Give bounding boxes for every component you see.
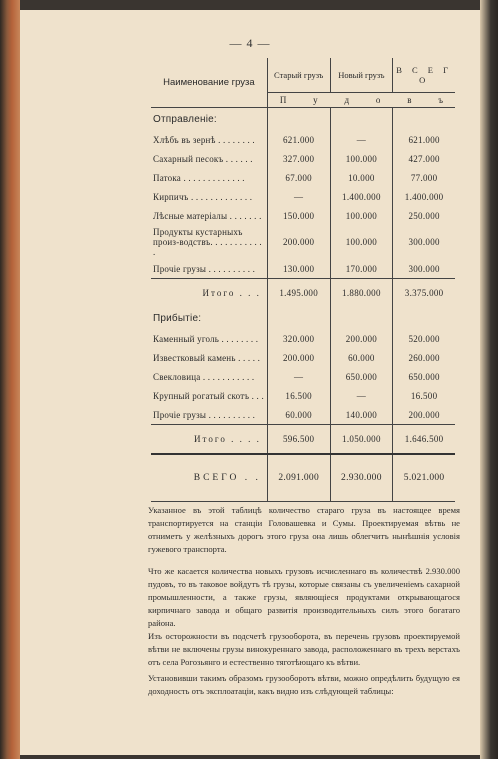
cell-new: 650.000	[330, 367, 393, 386]
cell-new: 100.000	[330, 206, 393, 225]
cell-total: 427.000	[408, 153, 440, 164]
cell-name: Известковый камень . . . . .	[151, 348, 267, 367]
cell-new: 1.050.000	[330, 425, 393, 455]
paragraph: Что же касается количества новыхъ грузовъ исчисленнаго въ количествѣ 2.930.000 пудовъ, то въ таковое войдутъ тѣ грузы, которые связаны съ увеличеніемъ сахарной промышленности, а также грузы, являющіеся продуктами открывающагося кирпичнаго завода и общаго развитія производительныхъ силъ этого богатаго района.	[148, 566, 460, 628]
paragraph: Указанное въ этой таблицѣ количество стараго груза въ настоящее время транспортируется на станціи Головашевка и Сумы. Проектируемая вѣтвь не отниметъ у желѣзныхъ дорогъ этого груза она лишь облегчитъ нынѣшнія условія гужевого транспорта.	[148, 505, 460, 554]
cell-name: Каменный уголь . . . . . . . .	[151, 329, 267, 348]
cell-total: 5.021.000	[393, 454, 455, 502]
unit-label	[267, 93, 455, 108]
cell-total: 300.000	[408, 237, 440, 247]
cell-total: 520.000	[408, 333, 440, 344]
cell-total: 1.646.500	[393, 425, 455, 455]
cell-new: —	[330, 130, 393, 149]
cell-new: 100.000	[330, 149, 393, 168]
page-edge	[480, 0, 498, 759]
cell-total: 200.000	[408, 409, 440, 420]
paragraph: Изъ осторожности въ подсчетѣ грузооборота, въ перечень грузовъ проектируемой вѣтви не включены грузы винокуреннаго завода, расположеннаго въ трехъ верстахъ отъ села Рогозьянго и естественно тяготѣющаго къ вѣтви.	[148, 631, 460, 667]
unit-letter: П	[279, 95, 287, 105]
table-row	[151, 225, 455, 259]
cell-old: 200.000	[267, 225, 330, 259]
cell-new: 170.000	[330, 259, 393, 279]
cell-total: 16.500	[410, 390, 438, 401]
cell-new: 200.000	[330, 329, 393, 348]
cell-new: 1.400.000	[330, 187, 393, 206]
cell-total: 1.400.000	[404, 191, 444, 202]
cargo-table	[151, 58, 455, 502]
table-row	[151, 168, 455, 187]
table-row	[151, 348, 455, 367]
cell-old: 130.000	[267, 259, 330, 279]
table-row	[151, 367, 455, 386]
cell-old: 2.091.000	[267, 454, 330, 502]
cell-name: Патока . . . . . . . . . . . . .	[151, 168, 267, 187]
cell-total: 621.000	[408, 134, 440, 145]
header-old-cargo: Старый грузъ	[267, 58, 330, 93]
cell-name: Прочіе грузы . . . . . . . . . .	[151, 259, 267, 279]
section-row	[151, 108, 455, 131]
cell-old: 621.000	[267, 130, 330, 149]
cell-name: Продукты кустарныхъ произ-водствъ. . . . . . . . . . . .	[151, 225, 267, 259]
cell-name: Прочіе грузы . . . . . . . . . .	[151, 405, 267, 425]
unit-letter: в	[407, 95, 412, 105]
cell-new: 1.880.000	[330, 279, 393, 308]
cell-old: 150.000	[267, 206, 330, 225]
table-row	[151, 329, 455, 348]
cell-total: 3.375.000	[393, 279, 455, 308]
table-row	[151, 259, 455, 279]
unit-letter: у	[313, 95, 318, 105]
subtotal-row-arrival	[151, 425, 455, 455]
table-row	[151, 149, 455, 168]
document-page	[20, 10, 480, 755]
grand-total-row	[151, 454, 455, 502]
table-row	[151, 187, 455, 206]
cell-old: 327.000	[267, 149, 330, 168]
header-total: В С Е Г О	[393, 58, 455, 93]
cell-new: 140.000	[330, 405, 393, 425]
book-spine	[0, 0, 20, 759]
cell-old: 320.000	[267, 329, 330, 348]
cell-new: 60.000	[330, 348, 393, 367]
cell-old: —	[267, 367, 330, 386]
cell-old: 596.500	[267, 425, 330, 455]
cell-name: Кирпичъ . . . . . . . . . . . . .	[151, 187, 267, 206]
cell-name: Свекловица . . . . . . . . . . .	[151, 367, 267, 386]
subtotal-label: Итого . . .	[151, 279, 267, 308]
cell-old: 1.495.000	[267, 279, 330, 308]
subtotal-label: Итого . . . .	[151, 425, 267, 455]
cell-name: Хлѣбъ въ зернѣ . . . . . . . .	[151, 130, 267, 149]
cell-name: Крупный рогатый скотъ . . .	[151, 386, 267, 405]
unit-letter: ъ	[438, 95, 443, 105]
cell-total: 250.000	[408, 210, 440, 221]
cell-total: 300.000	[408, 263, 440, 274]
section-title-departure: Отправленіе:	[151, 108, 267, 131]
grand-total-label: ВСЕГО . .	[151, 454, 267, 502]
cell-old: 60.000	[267, 405, 330, 425]
page-number: — 4 —	[229, 36, 271, 50]
cell-old: 200.000	[267, 348, 330, 367]
table-row	[151, 386, 455, 405]
header-cargo-name: Наименование груза	[151, 58, 267, 108]
section-title-arrival: Прибытіе:	[151, 307, 267, 329]
cell-old: —	[267, 187, 330, 206]
cell-new: 2.930.000	[330, 454, 393, 502]
unit-letter: о	[375, 95, 381, 105]
table-row	[151, 206, 455, 225]
cell-total: 260.000	[408, 352, 440, 363]
cell-total: 650.000	[408, 371, 440, 382]
unit-letter: д	[344, 95, 350, 105]
cell-new: 10.000	[330, 168, 393, 187]
cell-name: Лѣсные матеріалы . . . . . . .	[151, 206, 267, 225]
section-row	[151, 307, 455, 329]
header-new-cargo: Новый грузъ	[330, 58, 393, 93]
cell-new: 100.000	[330, 225, 393, 259]
cell-old: 16.500	[267, 386, 330, 405]
cell-old: 67.000	[267, 168, 330, 187]
cell-new: —	[330, 386, 393, 405]
table-header-row	[151, 58, 455, 93]
paragraph: Установивши такимъ образомъ грузооборотъ вѣтви, можно опредѣлить будущую ея доходность отъ эксплоатаціи, какъ видно изъ слѣдующей таблицы:	[148, 673, 460, 696]
table-row	[151, 130, 455, 149]
cell-total: 77.000	[410, 172, 438, 183]
table-row	[151, 405, 455, 425]
subtotal-row-departure	[151, 279, 455, 308]
cell-name: Сахарный песокъ . . . . . .	[151, 149, 267, 168]
